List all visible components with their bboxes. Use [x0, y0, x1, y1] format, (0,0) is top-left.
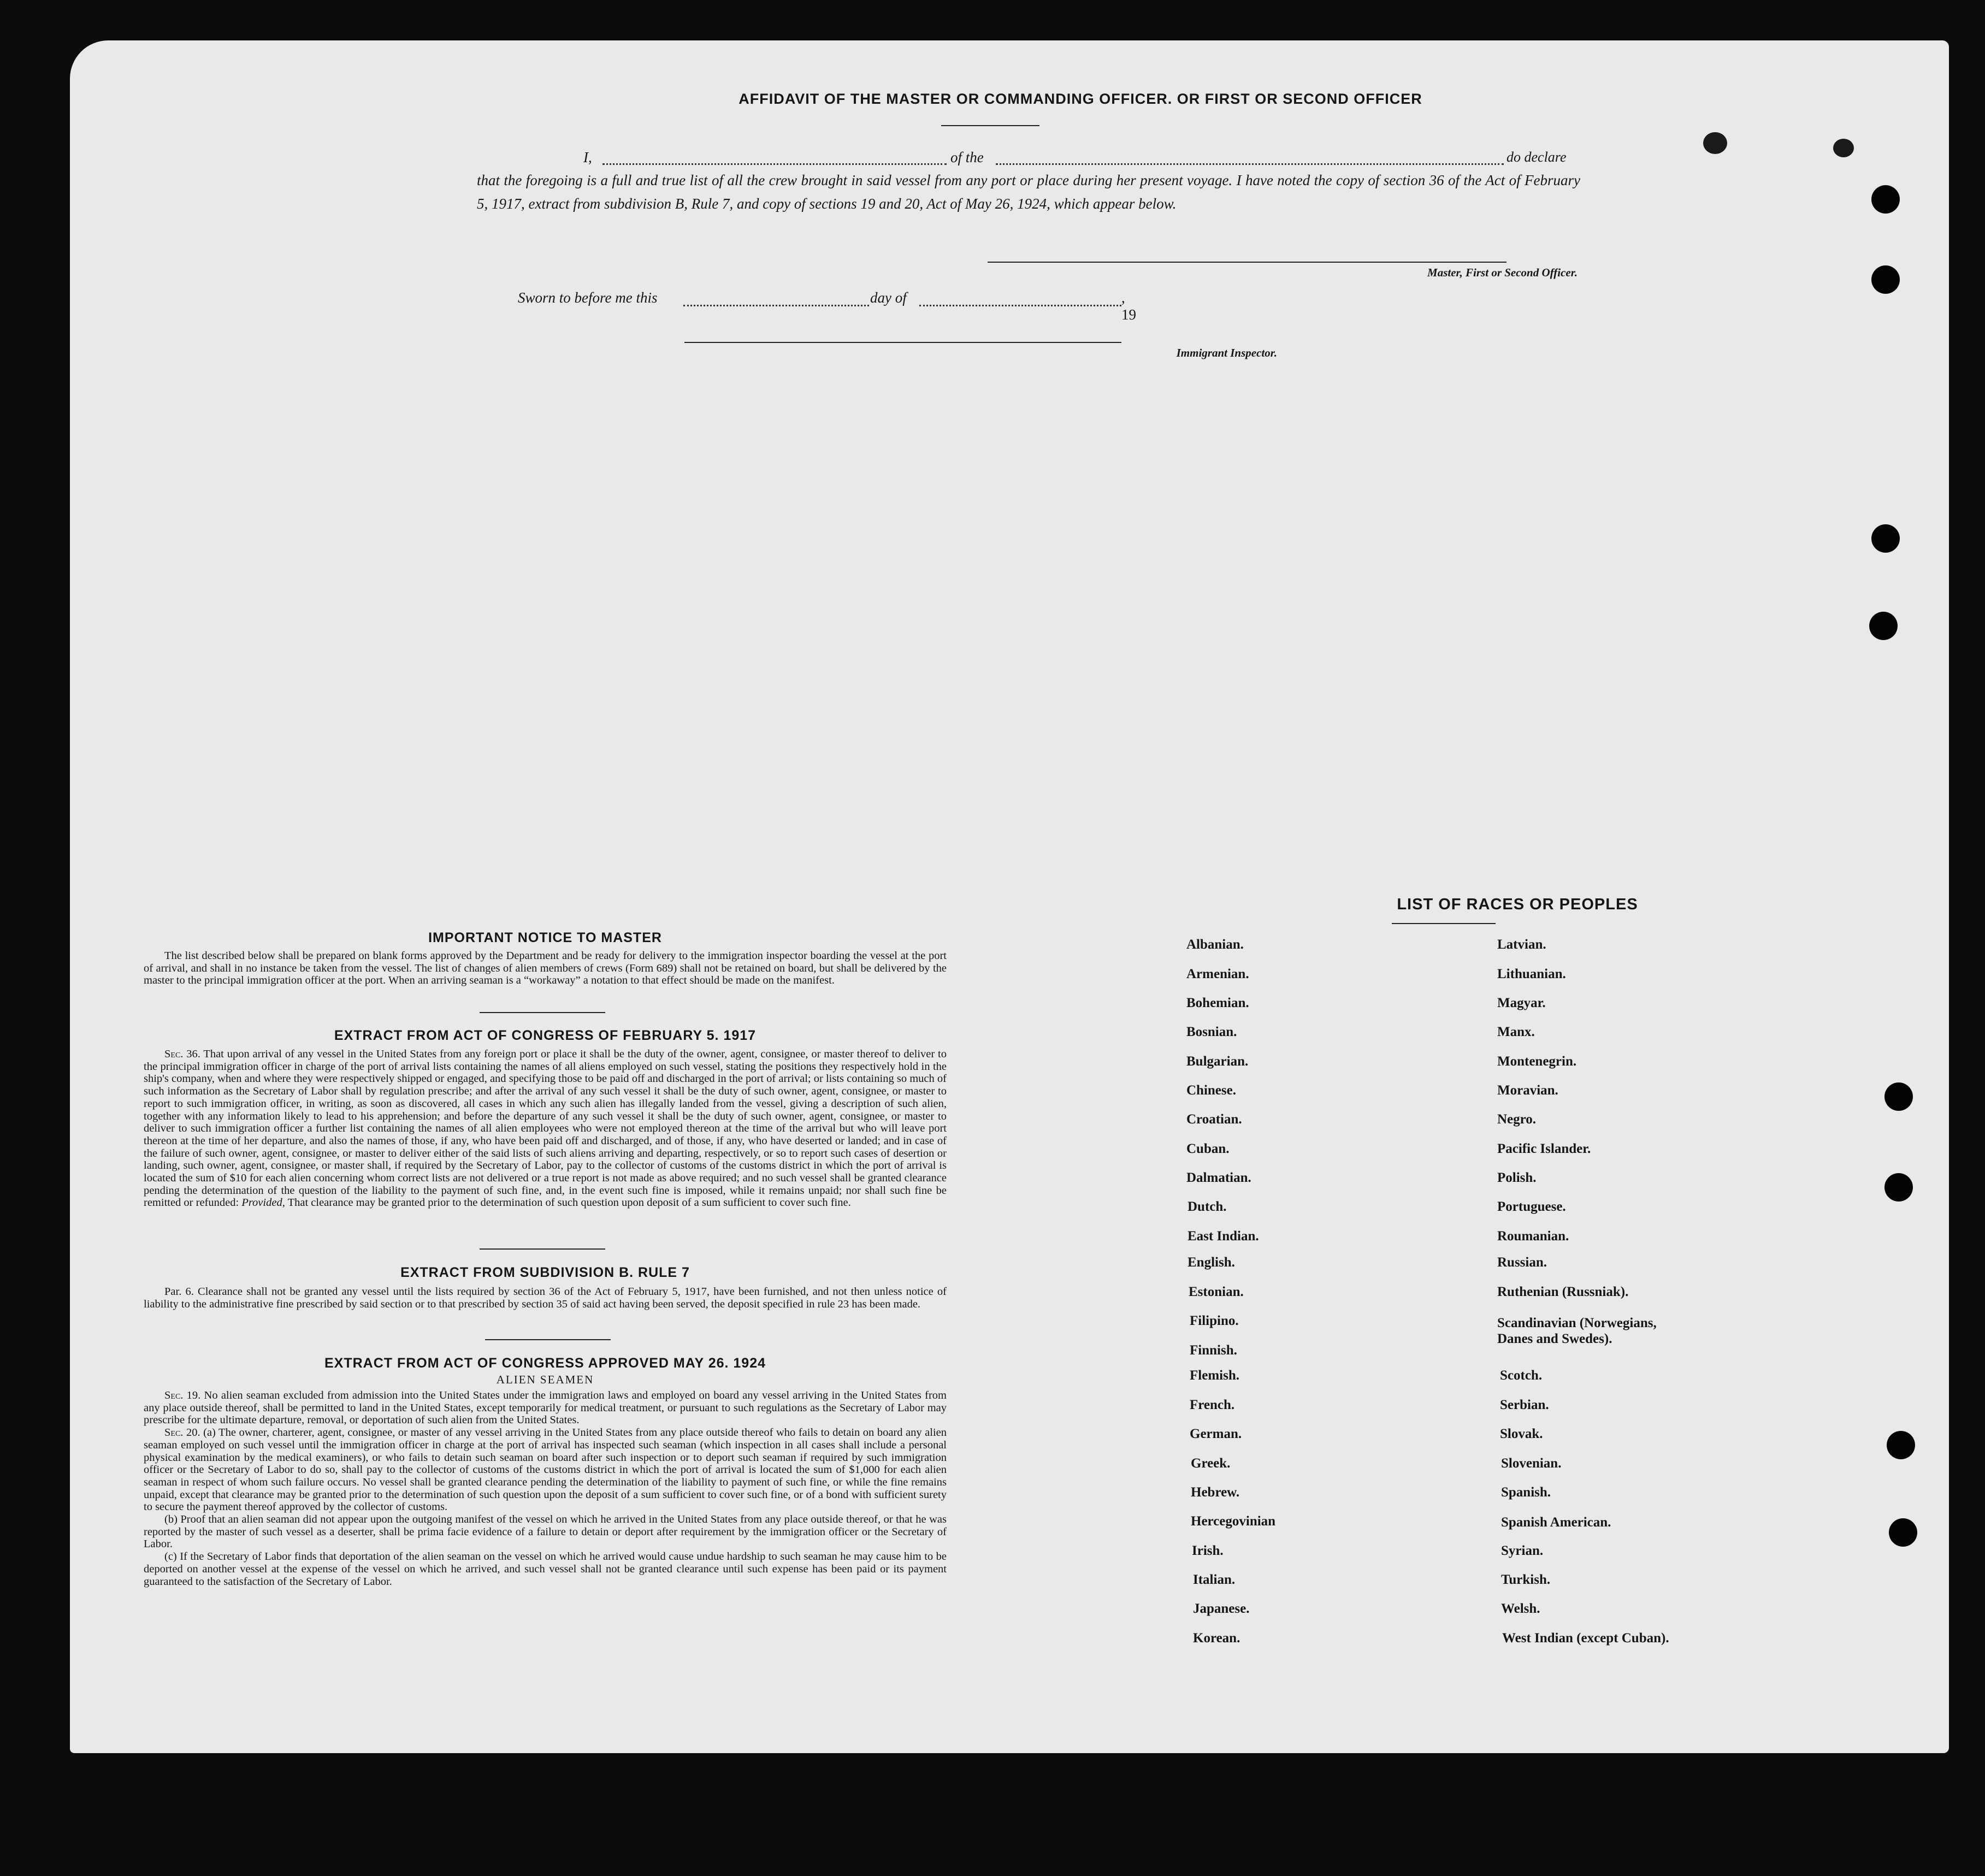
extract-1924-body [144, 1389, 947, 1588]
punch-hole [1887, 1431, 1915, 1459]
race-left-5: Chinese. [1186, 1083, 1236, 1098]
extract-1924-title: EXTRACT FROM ACT OF CONGRESS APPROVED MAY 26. 1924 [324, 1356, 766, 1371]
punch-hole [1884, 1082, 1913, 1111]
inspector-signature-line[interactable] [684, 342, 1121, 343]
sec20b-text: (b) Proof that an alien seaman did not appear upon the outgoing manifest of the vessel on which he arrived in the United States from any place outside thereof, or that he was reported by the master of such vessel as a deserter, shall be prima facie evidence of a failure to detain or deport after requirement by the immigration officer or the Secretary of Labor. [144, 1513, 947, 1550]
punch-hole [1869, 612, 1898, 640]
race-right-22: Welsh. [1501, 1601, 1540, 1616]
race-right-9: Portuguese. [1497, 1199, 1566, 1214]
sec36-label: Sec. 36. [164, 1048, 200, 1060]
inspector-signature-label: Immigrant Inspector. [1176, 346, 1277, 359]
race-left-23: Japanese. [1193, 1601, 1250, 1616]
declaration-i: I, [583, 149, 592, 165]
races-title-underline [1392, 923, 1496, 924]
race-right-17: Slovenian. [1501, 1456, 1562, 1471]
races-title: LIST OF RACES OR PEOPLES [1397, 896, 1638, 913]
rule7-title: EXTRACT FROM SUBDIVISION B. RULE 7 [400, 1265, 690, 1280]
notice-title: IMPORTANT NOTICE TO MASTER [428, 930, 662, 945]
master-signature-line[interactable] [988, 262, 1507, 263]
race-left-4: Bulgarian. [1186, 1054, 1249, 1069]
punch-hole [1871, 185, 1900, 214]
proviso-text: That clearance may be granted prior to the determination of such question upon deposit of a sum sufficient to cover such fine. [287, 1197, 851, 1209]
race-left-13: Filipino. [1190, 1313, 1239, 1328]
race-right-5: Moravian. [1497, 1083, 1558, 1098]
sec20-label: Sec. 20. [164, 1427, 200, 1439]
race-right-11: Russian. [1497, 1255, 1547, 1270]
race-left-21: Irish. [1192, 1543, 1224, 1558]
extract-1917-body [144, 1048, 947, 1209]
race-right-21: Turkish. [1501, 1572, 1551, 1587]
ink-blot [1703, 132, 1727, 154]
extract-1917-title: EXTRACT FROM ACT OF CONGRESS OF FEBRUARY 5. 1917 [334, 1028, 757, 1043]
race-right-7: Pacific Islander. [1497, 1141, 1591, 1156]
race-right-20: Syrian. [1501, 1543, 1544, 1558]
race-right-19: Spanish American. [1501, 1515, 1611, 1530]
race-right-13: Scandinavian (Norwegians, Danes and Swedes). [1497, 1316, 1657, 1346]
race-left-1: Armenian. [1186, 967, 1249, 981]
race-left-9: Dutch. [1188, 1199, 1227, 1214]
rule7-text: Par. 6. Clearance shall not be granted any vessel until the lists required by section 36 of the Act of February 5, 1917, have been furnished, and not then unless notice of liability to the administrative fine prescribed by said section or to that prescribed by section 35 of said act having been served, the deposit specified in rule 23 has been made. [144, 1286, 947, 1310]
race-right-8: Polish. [1497, 1170, 1537, 1185]
form-page [70, 40, 1949, 1753]
sec20a-text: (a) The owner, charterer, agent, consignee, or master of any vessel arriving in the United States from any place outside thereof who fails to detain on board any alien seaman employed on such vessel until the immigration officer in charge at the port of arrival has inspected such seaman (which inspection in all cases shall include a personal physical examination by the medical examiners), or who fails to detain such seaman on board after such inspection or to deport such seaman if required by such immigration officer or the Secretary of Labor to do so, shall pay to the collector of customs of the customs district in which the port of arrival is located the sum of $1,000 for each alien seaman in respect of whom such failure occurs. No vessel shall be granted clearance pending the determination of the liability to payment of such fine, or while the fine remains unpaid, except that clearance may be granted prior to the determination of such question upon the deposit of a sum sufficient to cover such fine, or of a bond with sufficient surety to secure the payment thereof approved by the collector of customs. [144, 1427, 947, 1513]
race-right-4: Montenegrin. [1497, 1054, 1577, 1069]
divider-2 [480, 1248, 605, 1250]
sec19-label: Sec. 19. [164, 1389, 201, 1401]
ink-blot [1833, 139, 1854, 157]
punch-hole [1871, 265, 1900, 294]
sec20c-text: (c) If the Secretary of Labor finds that deportation of the alien seaman on the vessel on which he arrived would cause undue hardship to such seaman he may cause him to be deported on another vessel at the expense of the vessel on which he arrived, and such vessel shall not be granted clearance until such expense has been paid or its payment guaranteed to the satisfaction of the Secretary of Labor. [144, 1550, 947, 1588]
race-left-6: Croatian. [1186, 1112, 1242, 1127]
rule7-body [144, 1286, 947, 1310]
race-left-12: Estonian. [1189, 1285, 1244, 1299]
notice-text: The list described below shall be prepared on blank forms approved by the Department and be ready for delivery to the immigration inspector boarding the vessel at the port of arrival, and shall in no instance be taken from the vessel. The list of changes of alien members of crews (Form 689) shall not be retained on board, but shall be delivered by the master to the principal immigration officer at the port. When an arriving seaman is a “workaway” a notation to that effect should be made on the manifest. [144, 950, 947, 987]
declaration-line [518, 149, 1583, 168]
vessel-blank[interactable] [996, 163, 1504, 165]
race-left-8: Dalmatian. [1186, 1170, 1251, 1185]
race-right-12: Ruthenian (Russniak). [1497, 1285, 1629, 1299]
punch-hole [1889, 1518, 1917, 1547]
race-right-16: Slovak. [1500, 1427, 1543, 1441]
sec19-text: No alien seaman excluded from admission into the United States under the immigration laws and employed on board any vessel arriving in the United States from any place outside thereof, shall be permitted to land in the United States, except temporarily for medical treatment, or pursuant to such regulations as the Secretary of Labor may prescribe for the ultimate departure, removal, or deportation of such alien from the United States. [144, 1389, 947, 1427]
race-right-3: Manx. [1497, 1025, 1535, 1039]
race-left-15: Flemish. [1190, 1368, 1239, 1383]
race-right-23: West Indian (except Cuban). [1502, 1631, 1669, 1646]
sworn-year: , 19 [1121, 289, 1136, 323]
punch-hole [1871, 524, 1900, 553]
race-left-14: Finnish. [1190, 1343, 1237, 1358]
declaration-do-declare: do declare [1507, 149, 1567, 165]
race-left-18: Greek. [1191, 1456, 1231, 1471]
race-left-22: Italian. [1193, 1572, 1236, 1587]
race-left-20: Hercegovinian [1191, 1514, 1276, 1529]
title-underline [941, 125, 1039, 126]
race-right-18: Spanish. [1501, 1485, 1551, 1500]
race-right-1: Lithuanian. [1497, 967, 1566, 981]
race-left-19: Hebrew. [1191, 1485, 1240, 1500]
sworn-day-of: day of [870, 289, 907, 306]
race-right-10: Roumanian. [1497, 1229, 1569, 1244]
divider-3 [485, 1339, 611, 1340]
race-left-7: Cuban. [1186, 1141, 1230, 1156]
proviso-word: Provided, [241, 1197, 285, 1209]
sec36-text: That upon arrival of any vessel in the United States from any foreign port or place it shall be the duty of the owner, agent, consignee, or master thereof to deliver to the principal immigration officer in charge of the port of arrival lists containing the names of all aliens employed on such vessel, stating the positions they respectively hold in the ship's company, when and where they were respectively shipped or engaged, and specifying those to be paid off and discharged in the port of arrival; or lists containing so much of such information as the Secretary of Labor shall by regulation prescribe; and after the arrival of any such vessel it shall be the duty of such owner, agent, consignee, or master to report to such immigration officer, in writing, as soon as discovered, all cases in which any such alien has illegally landed from the vessel, giving a description of such alien, together with any information likely to lead to his apprehension; and before the departure of any such vessel it shall be the duty of such owner, agent, consignee, or master to deliver to such immigration officer a further list containing the names of all alien employees who were not employed thereon at the time of the arrival but who will leave port thereon at the time of her departure, and also the names of those, if any, who have been paid off and discharged, and of those, if any, who have deserted or landed; and in case of the failure of such owner, agent, consignee, or master to deliver either of the said lists of such aliens arriving and departing, respectively, or so to report such cases of desertion or landing, such owner, agent, consignee, or master shall, if required by the Secretary of Labor, pay to the collector of customs of the customs district in which the port of arrival is located the sum of $10 for each alien concerning whom correct lists are not delivered or a true report is not made as above required; and no such vessel shall be granted clearance pending the determination of the question of the liability to the payment of such fine, and, in the event such fine is imposed, while it remains unpaid; nor shall such fine be remitted or refunded: [144, 1048, 947, 1209]
notice-body [144, 950, 947, 987]
race-right-0: Latvian. [1497, 937, 1546, 952]
master-signature-label: Master, First or Second Officer. [1427, 266, 1578, 279]
race-right-2: Magyar. [1497, 996, 1546, 1010]
declaration-body: that the foregoing is a full and true list of all the crew brought in said vessel from any port or place during her present voyage. I have noted the copy of section 36 of the Act of February 5, 1917, extract from subdivision B, Rule 7, and copy of sections 19 and 20, Act of May 26, 1924, which appear below. [477, 172, 1580, 212]
affidavit-title: AFFIDAVIT OF THE MASTER OR COMMANDING OFFICER. OR FIRST OR SECOND OFFICER [739, 91, 1422, 107]
name-blank[interactable] [602, 163, 947, 165]
declaration-of-the: of the [950, 149, 984, 165]
race-left-10: East Indian. [1188, 1229, 1259, 1244]
race-left-0: Albanian. [1186, 937, 1244, 952]
race-right-6: Negro. [1497, 1112, 1537, 1127]
race-left-24: Korean. [1193, 1631, 1240, 1646]
race-right-14: Scotch. [1500, 1368, 1543, 1383]
race-left-2: Bohemian. [1186, 996, 1249, 1010]
race-right-15: Serbian. [1500, 1398, 1549, 1412]
sworn-month-blank[interactable] [919, 305, 1121, 306]
race-left-17: German. [1190, 1427, 1242, 1441]
race-left-16: French. [1190, 1398, 1235, 1412]
sworn-line [518, 289, 1136, 323]
race-left-11: English. [1188, 1255, 1235, 1270]
sworn-day-blank[interactable] [683, 305, 869, 306]
race-left-3: Bosnian. [1186, 1025, 1237, 1039]
punch-hole [1884, 1173, 1913, 1202]
divider-1 [480, 1012, 605, 1013]
sworn-label: Sworn to before me this [518, 289, 658, 306]
alien-seamen-subtitle: ALIEN SEAMEN [496, 1373, 594, 1386]
